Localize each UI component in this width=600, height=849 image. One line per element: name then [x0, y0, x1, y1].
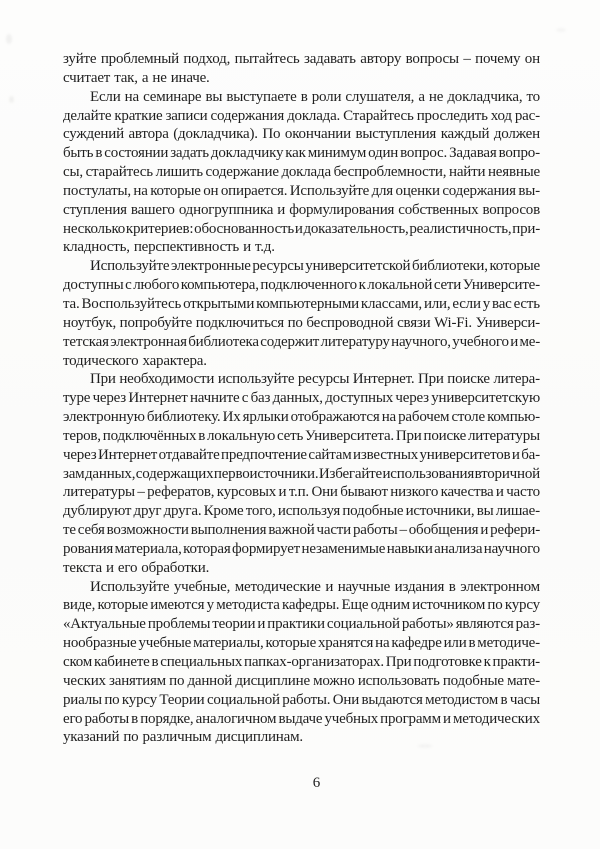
text-line: нообразные учебные материалы, которые хранятся на кафедре или в методиче-: [63, 635, 540, 652]
text-line: кладность, перспективность и т.д.: [63, 239, 275, 256]
text-line: дублируют друг друга. Кроме того, используя подобные источники, вы лишае-: [63, 503, 540, 520]
text-line: Используйте учебные, методические и научные издания в электронном: [90, 578, 540, 595]
scan-artifact: [556, 28, 566, 32]
text-line: его работы в порядке, аналогичном выдаче учебных программ и методических: [63, 710, 540, 727]
text-line: суждений автора (докладчика). По окончании выступления каждый должен: [63, 126, 540, 143]
paragraph: [63, 257, 540, 370]
text-line: При необходимости используйте ресурсы Интернет. При поиске литера-: [90, 371, 540, 388]
text-line: сы, старайтесь лишить содержание доклада беспроблемности, найти неявные: [63, 164, 540, 181]
text-line: тодического характера.: [63, 352, 207, 369]
text-line: постулаты, на которые он опирается. Используйте для оценки содержания вы-: [63, 182, 540, 199]
text-line: та. Воспользуйтесь открытыми компьютерными классами, или, если у вас есть: [63, 295, 540, 312]
text-line: ском кабинете в специальных папках-организаторах. При подготовке к практи-: [63, 654, 540, 670]
text-line: делайте краткие записи содержания доклада. Старайтесь проследить ход рас-: [63, 107, 540, 124]
text-line: быть в состоянии задать докладчику как минимум один вопрос. Задавая вопро-: [63, 145, 540, 162]
page-number: 6: [312, 775, 321, 791]
scan-artifact: [6, 34, 12, 44]
text-line: ступления вашего одногруппника и формулирования собственных вопросов: [63, 201, 540, 218]
text-line: указаний по различным дисциплинам.: [63, 729, 303, 746]
text-line: Используйте электронные ресурсы университетской библиотеки, которые: [90, 258, 540, 275]
text-line: ноутбук, попробуйте подключиться по беспроводной связи Wi-Fi. Универси-: [63, 314, 540, 331]
text-line: зам данных, содержащих первоисточники. Избегайте использования вторичной: [63, 465, 540, 482]
text-line: туре через Интернет начните с баз данных, доступных через университетскую: [63, 390, 540, 407]
paragraph: [63, 370, 540, 577]
text-line: электронную библиотеку. Их ярлыки отображаются на рабочем столе компью-: [63, 409, 540, 426]
page-text: [63, 50, 540, 747]
text-line: ческих занятиям по данной дисциплине можно использовать подобные мате-: [63, 672, 540, 689]
paragraph: [63, 88, 540, 258]
text-line: доступны с любого компьютера, подключенного к локальной сети Университе-: [63, 277, 540, 294]
paragraph: [63, 578, 540, 748]
scan-artifact: [9, 96, 14, 103]
text-line: Если на семинаре вы выступаете в роли слушателя, а не докладчика, то: [90, 88, 540, 105]
text-line: тетская электронная библиотека содержит литературу научного, учебного и ме-: [63, 333, 540, 350]
text-line: виде, которые имеются у методиста кафедры. Еще одним источником по курсу: [63, 597, 540, 614]
page-footer: [63, 774, 540, 793]
text-line: теров, подключённых в локальную сеть Университета. При поиске литературы: [63, 427, 540, 444]
text-line: риалы по курсу Теории социальной работы. Они выдаются методистом в часы: [63, 691, 540, 708]
text-line: те себя возможности выполнения важной части работы – обобщения и рефери-: [63, 522, 540, 539]
text-line: зуйте проблемный подход, пытайтесь задавать автору вопросы – почему он: [63, 51, 540, 67]
text-line: текста и его обработки.: [63, 559, 210, 576]
paragraph: [63, 50, 540, 88]
text-line: рования материала, которая формирует незаменимые навыки анализа научного: [63, 540, 540, 557]
text-line: через Интернет отдавайте предпочтение сайтам известных университетов и ба-: [63, 446, 540, 463]
text-line: «Актуальные проблемы теории и практики социальной работы» являются раз-: [63, 616, 540, 633]
text-line: литературы – рефератов, курсовых и т.п. Они бывают низкого качества и часто: [63, 484, 540, 501]
text-line: считает так, а не иначе.: [63, 69, 210, 86]
text-line: несколько критериев: обоснованность и доказательность, реалистичность, при-: [63, 220, 540, 237]
